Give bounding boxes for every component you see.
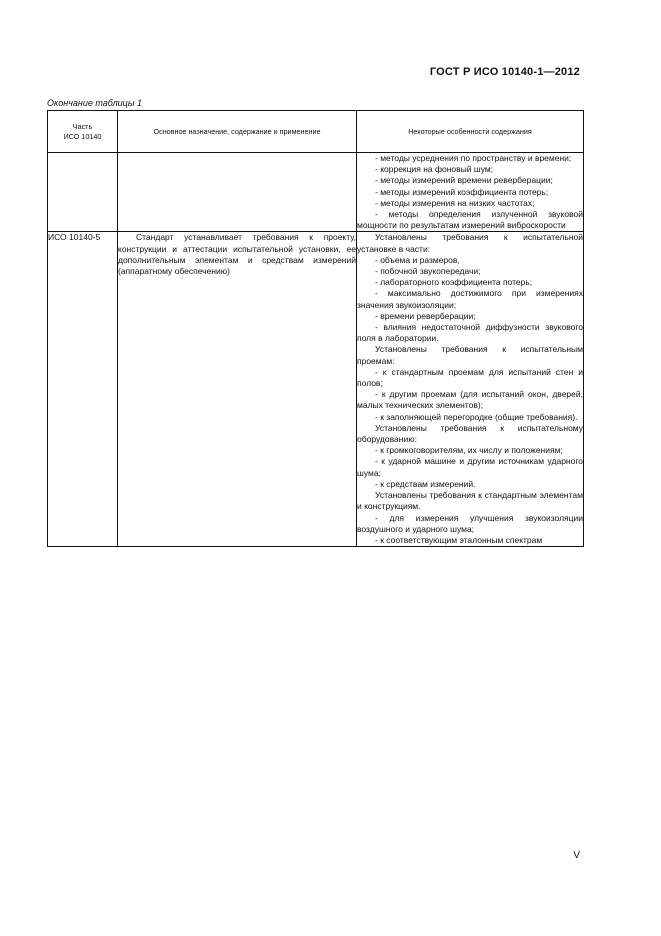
- feature-item: - методы усреднения по пространству и времени;: [375, 153, 572, 163]
- purpose-cell: [118, 153, 357, 232]
- features-cell: [357, 153, 584, 232]
- feature-item: - времени реверберации;: [375, 310, 476, 321]
- column-header-purpose: Основное назначение, содержание и применение: [118, 111, 357, 153]
- feature-item: Установлены требования к стандартным элементам и конструкциям.: [357, 490, 583, 512]
- feature-item: - к другим проемам (для испытаний окон, дверей, малых технических элементов);: [357, 389, 583, 411]
- features-cell: [357, 232, 584, 547]
- feature-item: - к средствам измерений.: [375, 478, 476, 489]
- purpose-text: Стандарт устанавливает требования к проекту, конструкции и аттестации испытательной установки, ее дополнительным элементам и средствам измерений (аппаратному обеспечению): [118, 232, 356, 277]
- column-header-features: Некоторые особенности содержания: [357, 111, 584, 153]
- feature-item: Установлены требования к испытательной установке в части:: [357, 232, 583, 254]
- column-header-part: Часть ИСО 10140: [48, 111, 118, 153]
- feature-item: - к стандартным проемам для испытаний стен и полов;: [357, 366, 583, 389]
- feature-item: Установлены требования к испытательному оборудованию:: [357, 422, 583, 445]
- feature-item: Установлены требования к испытательным проемам:: [357, 344, 583, 366]
- table-header-row: [48, 111, 584, 153]
- feature-item: - методы измерения на низких частотах;: [375, 197, 535, 208]
- table-caption: Окончание таблицы 1: [47, 98, 142, 108]
- feature-item: - объема и размеров,: [375, 254, 460, 265]
- feature-item: - лабораторного коэффициента потерь;: [375, 277, 533, 288]
- page-number: V: [573, 850, 580, 861]
- feature-item: - к ударной машине и другим источникам ударного шума;: [357, 456, 583, 478]
- feature-item: - для измерения улучшения звукоизоляции воздушного и ударного шума;: [357, 512, 583, 534]
- feature-item: - к громкоговорителям, их числу и положениям;: [375, 445, 563, 456]
- feature-item: - влияния недостаточной диффузности звукового поля в лаборатории.: [357, 322, 583, 344]
- part-cell: ИСО 10140-5: [48, 232, 118, 547]
- feature-item: - методы определения излученной звуковой мощности по результатам измерений виброскорости: [357, 209, 583, 231]
- feature-item: - максимально достижимого при измерениях значения звукоизоляции;: [357, 288, 583, 310]
- feature-item: - к заполняющей перегородке (общие требования).: [375, 411, 578, 422]
- purpose-cell: [118, 232, 357, 547]
- feature-item: - методы измерений времени реверберации;: [375, 175, 553, 186]
- part-cell: [48, 153, 118, 232]
- feature-item: - методы измерений коэффициента потерь;: [375, 186, 549, 197]
- standards-table: [47, 110, 584, 547]
- feature-item: - к соответствующим эталонным спектрам: [375, 534, 543, 545]
- feature-item: - побочной звукопередачи;: [375, 266, 481, 277]
- document-code: ГОСТ Р ИСО 10140-1—2012: [429, 66, 580, 78]
- feature-item: - коррекция на фоновый шум;: [375, 164, 494, 175]
- table-row: [48, 232, 584, 547]
- table-row: [48, 153, 584, 232]
